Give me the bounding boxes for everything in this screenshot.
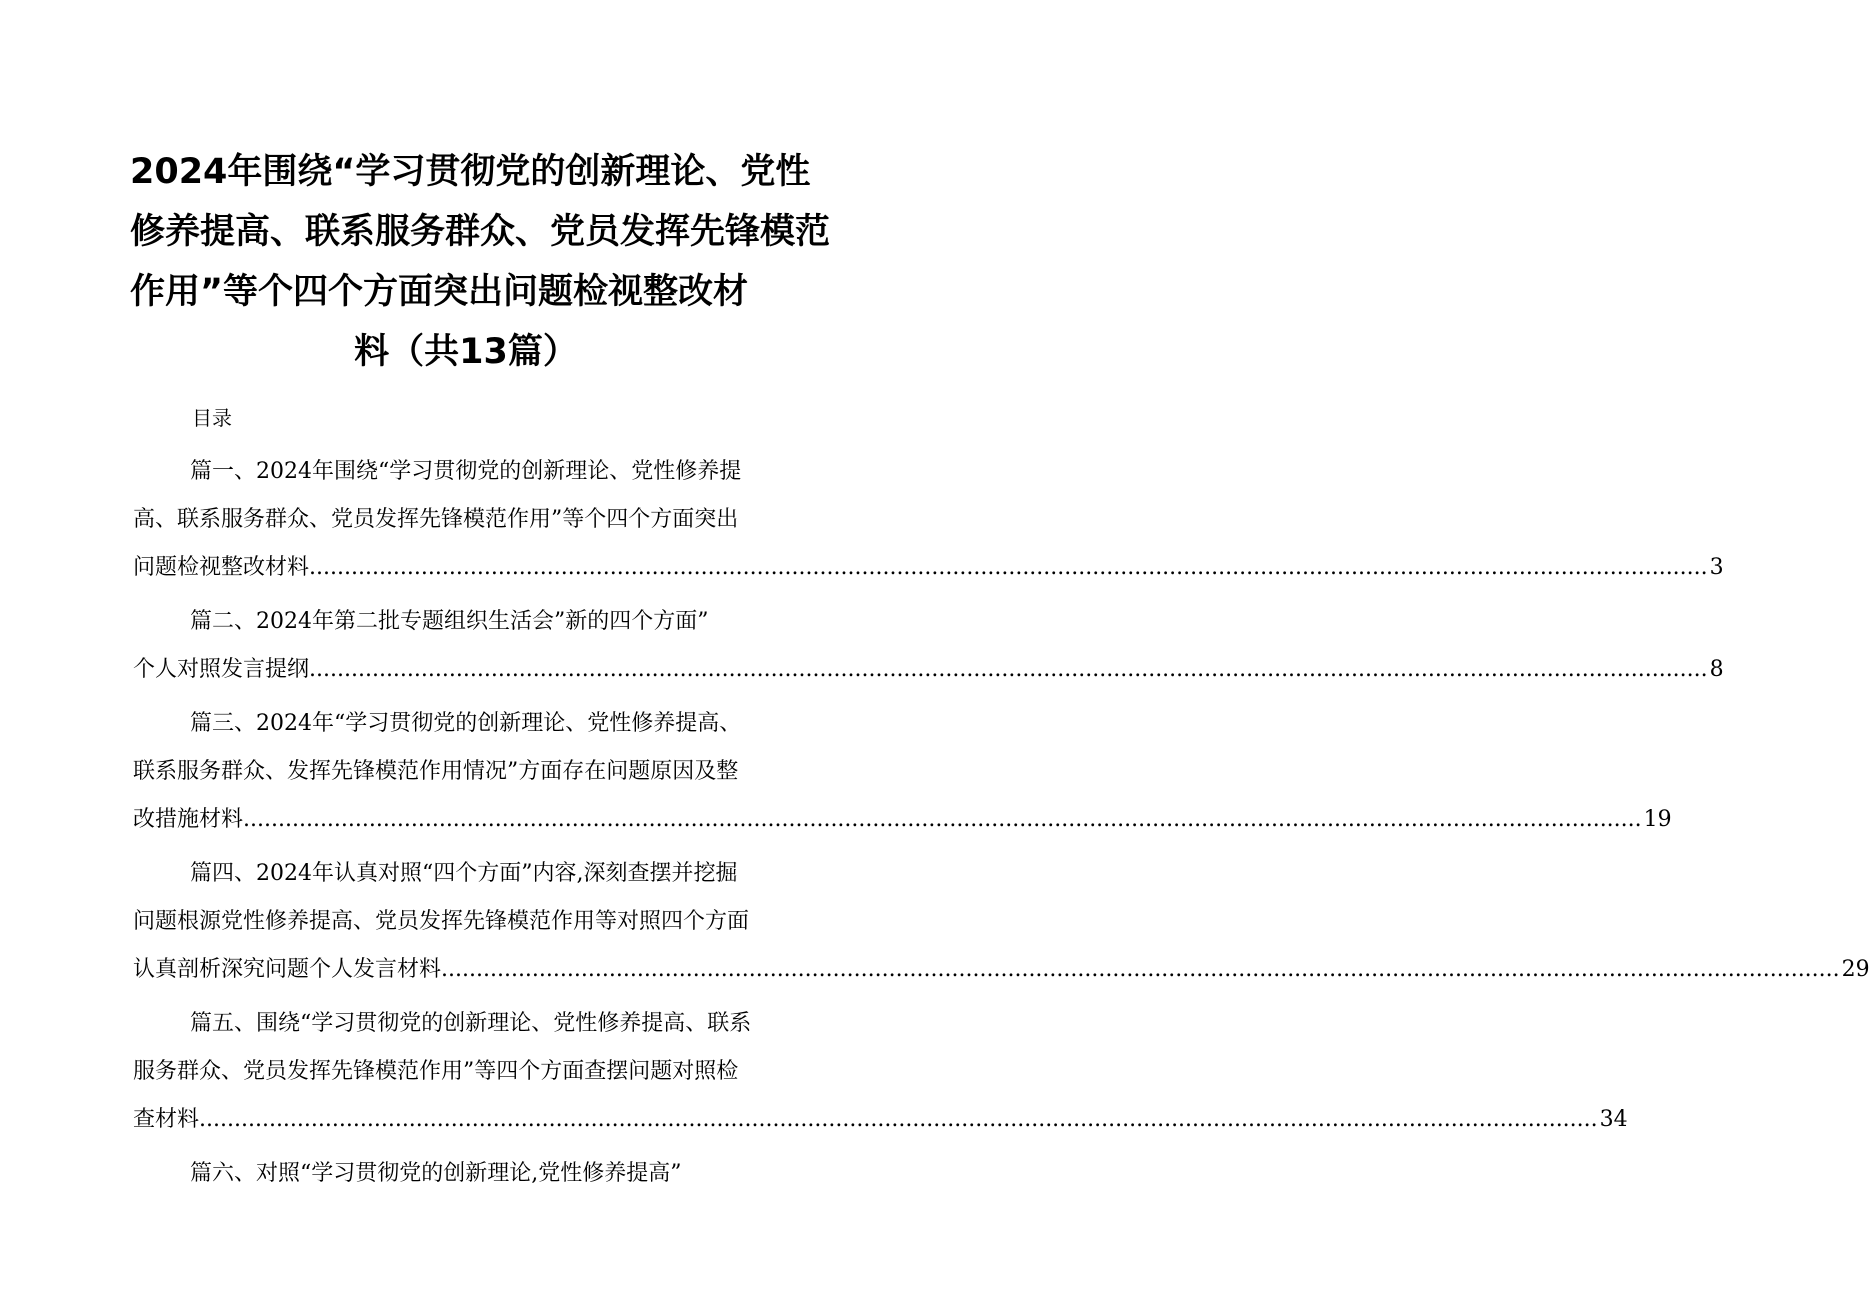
toc-entry-title-end: 问题检视整改材料 (133, 555, 310, 580)
toc-leader-dots: ........................................................................................................................................................................................................ (199, 1107, 1598, 1132)
document-title (130, 142, 831, 382)
toc-entry-last-line (133, 544, 1724, 592)
title-line-1: 2024年围绕“学习贯彻党的创新理论、党性 (130, 152, 811, 192)
toc-entry-line: 服务群众、党员发挥先锋模范作用”等四个方面查摆问题对照检 (133, 1059, 739, 1084)
toc-page-number: 29 (1841, 957, 1870, 982)
toc-leader-dots: ........................................................................................................................................................................................................ (309, 555, 1708, 580)
toc-entry-line: 篇五、围绕“学习贯彻党的创新理论、党性修养提高、联系 (190, 1011, 752, 1036)
toc-entry-title-end: 认真剖析深究问题个人发言材料 (133, 957, 442, 982)
toc-entry-line: 篇三、2024年“学习贯彻党的创新理论、党性修养提高、 (190, 711, 742, 736)
toc-entry-line: 联系服务群众、发挥先锋模范作用情况”方面存在问题原因及整 (133, 759, 739, 784)
toc-entry (133, 448, 1724, 592)
toc-entry-last-line (133, 796, 1672, 844)
toc-entry-title-end: 个人对照发言提纲 (133, 657, 310, 682)
toc-page-number: 8 (1709, 657, 1724, 682)
title-line-2: 修养提高、联系服务群众、党员发挥先锋模范 (130, 212, 831, 252)
toc-page-number: 3 (1709, 555, 1724, 580)
toc-entry-title-end: 查材料 (133, 1107, 200, 1132)
title-line-4: 料（共13篇） (354, 332, 578, 372)
toc-entry-line: 篇四、2024年认真对照“四个方面”内容,深刻查摆并挖掘 (190, 861, 738, 886)
toc-entry-title-end: 改措施材料 (133, 807, 244, 832)
toc-leader-dots: ........................................................................................................................................................................................................ (309, 657, 1708, 682)
toc-entry-last-line (133, 1096, 1628, 1144)
toc-entry-last-line (133, 646, 1724, 694)
toc-leader-dots: ........................................................................................................................................................................................................ (243, 807, 1642, 832)
title-line-3: 作用”等个四个方面突出问题检视整改材 (130, 272, 749, 312)
toc-entry (133, 598, 1724, 694)
toc-entry-line: 高、联系服务群众、党员发挥先锋模范作用”等个四个方面突出 (133, 507, 739, 532)
toc-entry-line: 篇六、对照“学习贯彻党的创新理论,党性修养提高” (190, 1161, 682, 1186)
toc-page-number: 34 (1599, 1107, 1628, 1132)
table-of-contents (133, 448, 1870, 1204)
toc-entry-line: 篇一、2024年围绕“学习贯彻党的创新理论、党性修养提 (190, 459, 742, 484)
toc-entry-line: 篇二、2024年第二批专题组织生活会”新的四个方面” (190, 609, 709, 634)
toc-page-number: 19 (1643, 807, 1672, 832)
toc-entry (133, 1150, 789, 1198)
toc-entry (133, 1000, 1628, 1144)
toc-entry (133, 850, 1870, 994)
toc-entry-line: 问题根源党性修养提高、党员发挥先锋模范作用等对照四个方面 (133, 909, 750, 934)
toc-leader-dots: ........................................................................................................................................................................................................ (441, 957, 1840, 982)
toc-heading: 目录 (192, 406, 232, 430)
toc-entry (133, 700, 1672, 844)
toc-entry-last-line (133, 946, 1870, 994)
